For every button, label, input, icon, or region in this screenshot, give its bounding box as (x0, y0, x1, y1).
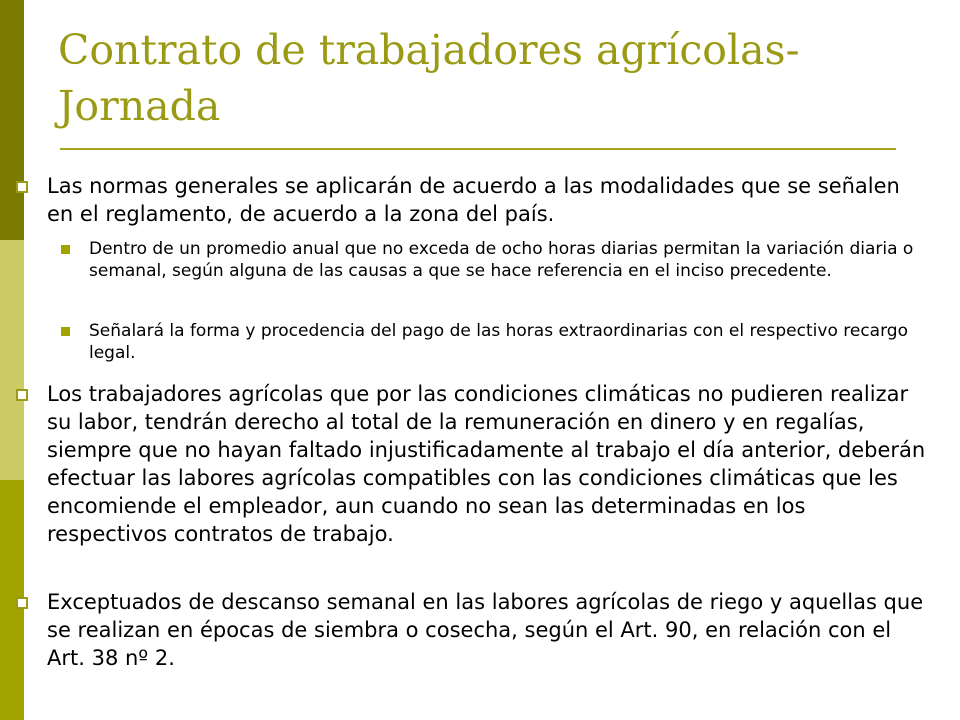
filled-square-bullet-icon (61, 245, 70, 254)
sub-bullet-text: Dentro de un promedio anual que no exceda de ocho horas diarias permitan la variación diaria o semanal, según alguna de las causas a que se hace referencia en el inciso precedente. (89, 239, 914, 281)
bullet-text: Los trabajadores agrícolas que por las condiciones climáticas no pudieren realizar su labor, tendrán derecho al total de la remuneración en dinero y en regalías, siempre que no hayan faltado injustificadamente al trabajo el día anterior, deberán efectuar las labores agrícolas compatibles con las condiciones climáticas que les encomiende el empleador, aun cuando no sean las determinadas en los respectivos contratos de trabajo. (47, 382, 926, 546)
bullet-item (47, 380, 927, 548)
bullet-item (47, 588, 927, 672)
filled-square-bullet-icon (61, 327, 70, 336)
title-line-2: Jornada (58, 82, 221, 130)
hollow-square-bullet-icon (16, 597, 28, 609)
sub-bullet-item (89, 320, 919, 364)
title-line-1: Contrato de trabajadores agrícolas- (58, 26, 800, 74)
hollow-square-bullet-icon (16, 181, 28, 193)
sub-bullet-item (89, 238, 919, 282)
bullet-text: Exceptuados de descanso semanal en las labores agrícolas de riego y aquellas que se realizan en épocas de siembra o cosecha, según el Art. 90, en relación con el Art. 38 nº 2. (47, 590, 924, 670)
bullet-item (47, 172, 927, 228)
hollow-square-bullet-icon (16, 389, 28, 401)
sub-bullet-text: Señalará la forma y procedencia del pago de las horas extraordinarias con el respectivo recargo legal. (89, 321, 908, 363)
bullet-text: Las normas generales se aplicarán de acuerdo a las modalidades que se señalen en el reglamento, de acuerdo a la zona del país. (47, 174, 900, 226)
